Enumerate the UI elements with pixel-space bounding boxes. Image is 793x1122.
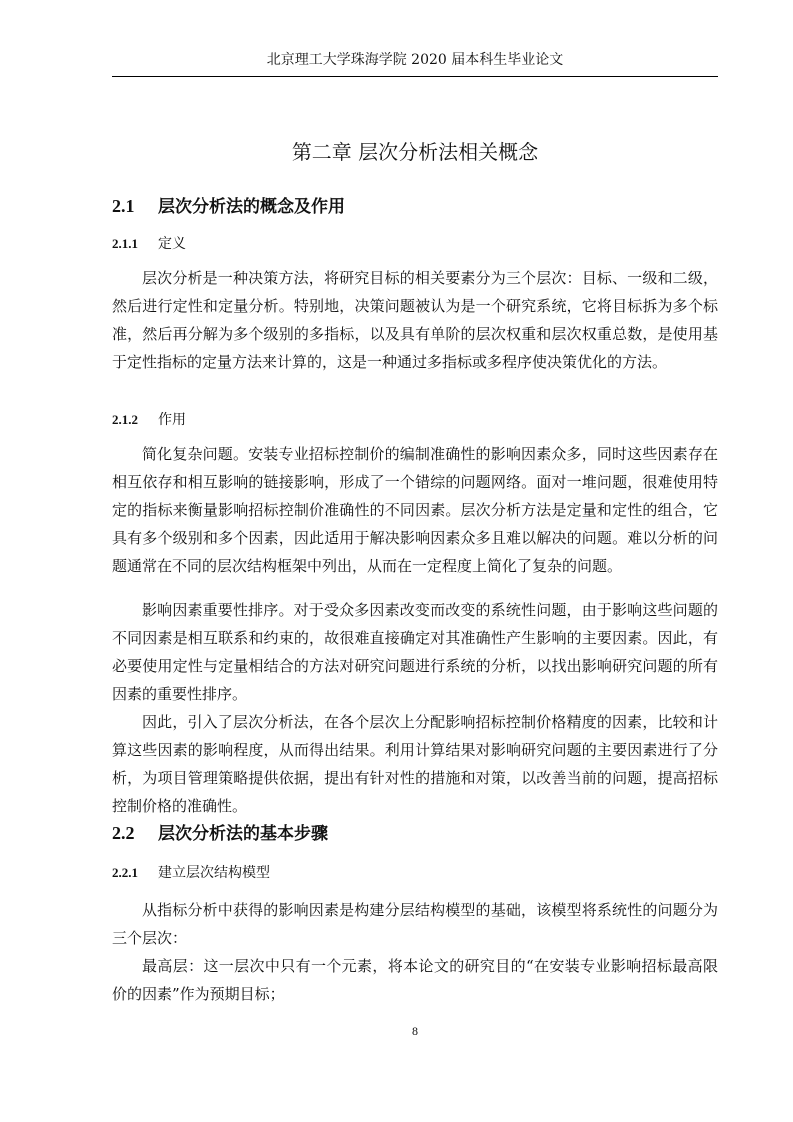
chapter-title: 第二章 层次分析法相关概念	[291, 140, 539, 164]
paragraph-simplify: 简化复杂问题。安装专业招标控制价的编制准确性的影响因素众多，同时这些因素存在相互依存和相互影响的链接影响，形成了一个错综的问题网络。面对一堆问题，很难使用特定的指标来衡量影响招标控制价准确性的不同因素。层次分析方法是定量和定性的组合，它具有多个级别和多个因素，因此适用于解决影响因素众多且难以解决的问题。难以分析的问题通常在不同的层次结构框架中列出，从而在一定程度上简化了复杂的问题。	[112, 445, 718, 575]
subsection-title: 作用	[158, 412, 186, 428]
subsection-number: 2.1.1	[112, 236, 138, 251]
paragraph-definition: 层次分析是一种决策方法，将研究目标的相关要素分为三个层次：目标、一级和二级，然后进行定性和定量分析。特别地，决策问题被认为是一个研究系统，它将目标拆为多个标准，然后再分解为多个级别的多指标，以及具有单阶的层次权重和层次权重总数，是使用基于定性指标的定量方法来计算的，这是一种通过多指标或多程序使决策优化的方法。	[112, 269, 718, 371]
subsection-title: 定义	[158, 236, 186, 252]
section-number: 2.2	[112, 823, 135, 843]
subsection-number: 2.1.2	[112, 412, 138, 427]
section-title: 层次分析法的概念及作用	[158, 197, 345, 217]
paragraph-model-intro: 从指标分析中获得的影响因素是构建分层结构模型的基础，该模型将系统性的问题分为三个层次：	[112, 901, 718, 947]
subsection-title: 建立层次结构模型	[158, 865, 270, 881]
section-number: 2.1	[112, 196, 135, 216]
subsection-heading-2-2-1	[112, 862, 718, 884]
paragraph-top-level: 最高层：这一层次中只有一个元素，将本论文的研究目的“在安装专业影响招标最高限价的因素”作为预期目标；	[112, 957, 718, 1003]
section-heading-2-2	[112, 820, 718, 847]
page-header: 北京理工大学珠海学院 2020 届本科生毕业论文	[112, 50, 718, 77]
paragraph-ranking: 影响因素重要性排序。对于受众多因素改变而改变的系统性问题，由于影响这些问题的不同因素是相互联系和约束的，故很难直接确定对其准确性产生影响的主要因素。因此，有必要使用定性与定量相结合的方法对研究问题进行系统的分析，以找出影响研究问题的所有因素的重要性排序。	[112, 601, 718, 703]
page-number: 8	[412, 1024, 418, 1038]
section-title: 层次分析法的基本步骤	[158, 824, 328, 844]
subsection-number: 2.2.1	[112, 865, 138, 880]
paragraph-conclusion: 因此，引入了层次分析法，在各个层次上分配影响招标控制价格精度的因素，比较和计算这些因素的影响程度，从而得出结果。利用计算结果对影响研究问题的主要因素进行了分析，为项目管理策略提供依据，提出有针对性的措施和对策，以改善当前的问题，提高招标控制价格的准确性。	[112, 713, 718, 815]
subsection-heading-2-1-1	[112, 233, 718, 255]
subsection-heading-2-1-2	[112, 409, 718, 431]
section-heading-2-1	[112, 193, 718, 220]
